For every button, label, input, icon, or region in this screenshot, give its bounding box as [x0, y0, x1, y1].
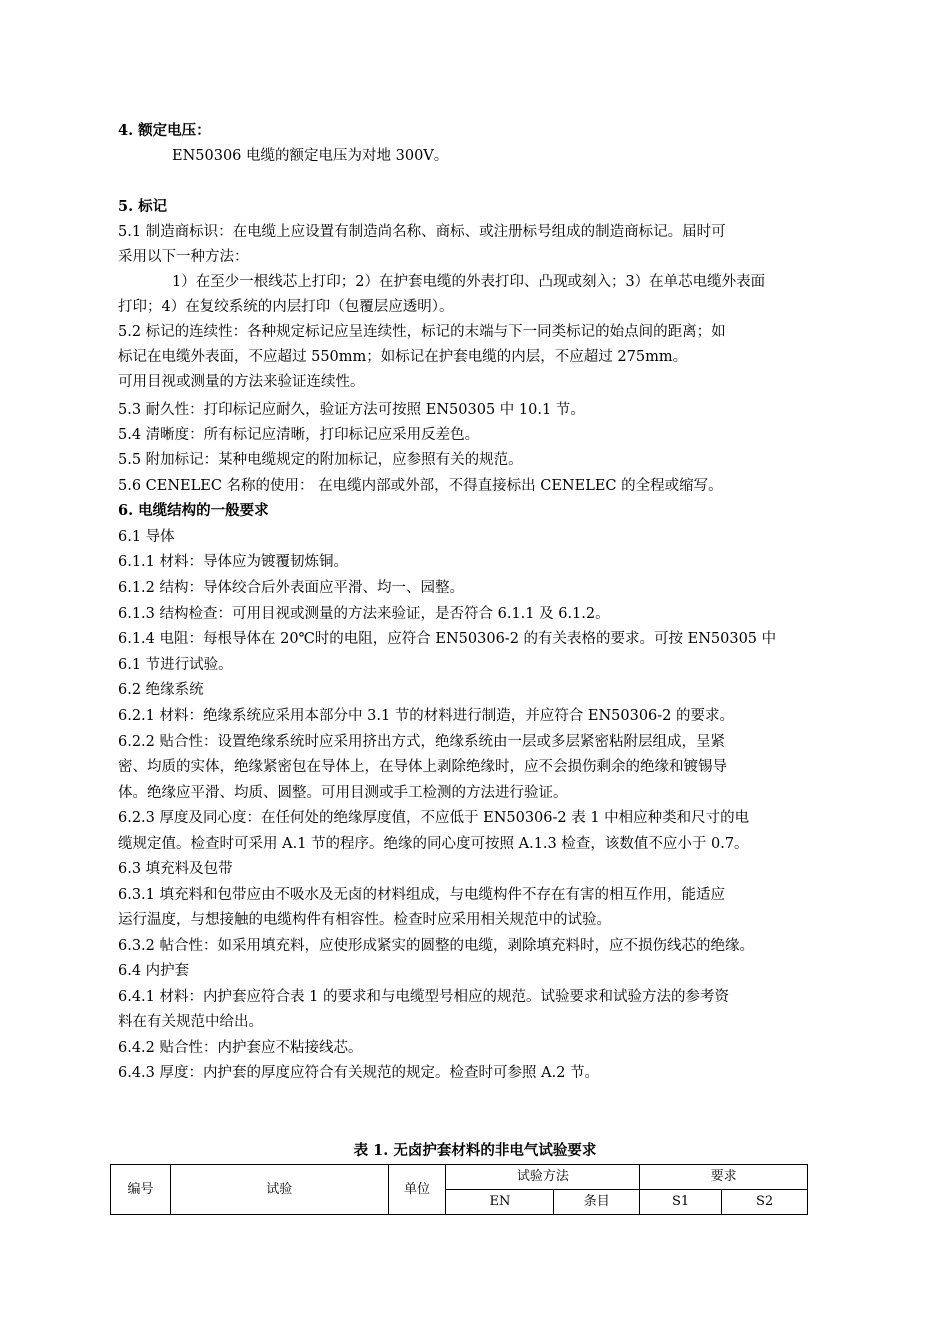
section-4-body: EN50306 电缆的额定电压为对地 300V。 [172, 148, 449, 164]
table-title: 表 1. 无卤护套材料的非电气试验要求 [353, 1142, 597, 1159]
paragraph-6-2-3-line2: 缆规定值。检查时可采用 A.1 节的程序。绝缘的同心度可按照 A.1.3 检查，该数值不应小于 0.7。 [118, 836, 749, 852]
section-5-heading: 5. 标记 [118, 198, 168, 215]
paragraph-5-2-line2: 标记在电缆外表面，不应超过 550mm；如标记在护套电缆的内层，不应超过 275mm。 [118, 349, 688, 365]
paragraph-6-2: 6.2 绝缘系统 [118, 682, 204, 698]
paragraph-6-4-1-line2: 料在有关规范中给出。 [118, 1014, 263, 1030]
paragraph-6-3-1-line1: 6.3.1 填充料和包带应由不吸水及无卤的材料组成，与电缆构件不存在有害的相互作用，能适应 [118, 887, 725, 903]
header-requirement: 要求 [640, 1165, 808, 1190]
paragraph-5-2-line1: 5.2 标记的连续性：各种规定标记应呈连续性，标记的末端与下一同类标记的始点间的距离；如 [118, 324, 726, 340]
paragraph-6-4: 6.4 内护套 [118, 963, 190, 979]
subheader-en: EN [446, 1190, 554, 1215]
paragraph-6-4-1-line1: 6.4.1 材料：内护套应符合表 1 的要求和与电缆型号相应的规范。试验要求和试验方法的参考资 [118, 989, 729, 1005]
header-number: 编号 [111, 1165, 171, 1215]
subheader-s2: S2 [722, 1190, 808, 1215]
paragraph-5-1-line3: 1）在至少一根线芯上打印；2）在护套电缆的外表打印、凸现或刻入；3）在单芯电缆外表面 [172, 274, 766, 290]
table-header-row [111, 1165, 808, 1190]
paragraph-5-1-line2: 采用以下一种方法： [118, 249, 249, 265]
subheader-clause: 条目 [554, 1190, 640, 1215]
paragraph-6-2-2-line1: 6.2.2 贴合性：设置绝缘系统时应采用挤出方式，绝缘系统由一层或多层紧密粘附层组成，呈紧 [118, 734, 725, 750]
section-6-heading: 6. 电缆结构的一般要求 [118, 502, 269, 519]
paragraph-6-3-1-line2: 运行温度，与想接触的电缆构件有相容性。检查时应采用相关规范中的试验。 [118, 912, 611, 928]
header-test: 试验 [170, 1165, 388, 1215]
paragraph-6-2-3-line1: 6.2.3 厚度及同心度：在任何处的绝缘厚度值，不应低于 EN50306-2 表 1 中相应种类和尺寸的电 [118, 810, 750, 826]
paragraph-6-3: 6.3 填充料及包带 [118, 861, 233, 877]
paragraph-5-1-line1: 5.1 制造商标识：在电缆上应设置有制造尚名称、商标、或注册标号组成的制造商标记。届时可 [118, 224, 726, 240]
subheader-s1: S1 [640, 1190, 722, 1215]
paragraph-6-2-2-line2: 密、均质的实体，绝缘紧密包在导体上，在导体上剥除绝缘时，应不会损伤剩余的绝缘和镀锡导 [118, 759, 727, 775]
paragraph-6-1-1: 6.1.1 材料：导体应为镀覆韧炼铜。 [118, 554, 349, 570]
paragraph-6-3-2: 6.3.2 帖合性：如采用填充料，应使形成紧实的圆整的电缆，剥除填充料时，应不损伤线芯的绝缘。 [118, 938, 754, 954]
paragraph-6-4-3: 6.4.3 厚度：内护套的厚度应符合有关规范的规定。检查时可参照 A.2 节。 [118, 1065, 600, 1081]
paragraph-6-1-4-line1: 6.1.4 电阻：每根导体在 20℃时的电阻，应符合 EN50306-2 的有关表格的要求。可按 EN50305 中 [118, 631, 777, 647]
paragraph-6-1-2: 6.1.2 结构：导体绞合后外表面应平滑、均一、园整。 [118, 580, 465, 596]
header-unit: 单位 [388, 1165, 446, 1215]
paragraph-5-3: 5.3 耐久性：打印标记应耐久，验证方法可按照 EN50305 中 10.1 节。 [118, 402, 585, 418]
paragraph-5-6: 5.6 CENELEC 名称的使用： 在电缆内部或外部，不得直接标出 CENELEC 的全程或缩写。 [118, 478, 723, 494]
section-4-heading: 4. 额定电压： [118, 122, 211, 139]
paragraph-6-2-2-line3: 体。绝缘应平滑、均质、圆整。可用目测或手工检测的方法进行验证。 [118, 785, 568, 801]
paragraph-6-4-2: 6.4.2 贴合性：内护套应不粘接线芯。 [118, 1040, 363, 1056]
paragraph-5-2-line3: 可用目视或测量的方法来验证连续性。 [118, 374, 365, 390]
paragraph-6-1: 6.1 导体 [118, 529, 175, 545]
paragraph-6-2-1: 6.2.1 材料：绝缘系统应采用本部分中 3.1 节的材料进行制造，并应符合 EN50306-2 的要求。 [118, 708, 735, 724]
paragraph-5-4: 5.4 清晰度：所有标记应清晰，打印标记应采用反差色。 [118, 427, 480, 443]
paragraph-6-1-4-line2: 6.1 节进行试验。 [118, 657, 233, 673]
paragraph-5-5: 5.5 附加标记：某种电缆规定的附加标记，应参照有关的规范。 [118, 452, 523, 468]
requirements-table [110, 1164, 808, 1215]
paragraph-6-1-3: 6.1.3 结构检查：可用目视或测量的方法来验证，是否符合 6.1.1 及 6.1.2。 [118, 606, 610, 622]
header-test-method: 试验方法 [446, 1165, 640, 1190]
paragraph-5-1-line4: 打印；4）在复绞系统的内层打印（包覆层应透明）。 [118, 299, 454, 315]
